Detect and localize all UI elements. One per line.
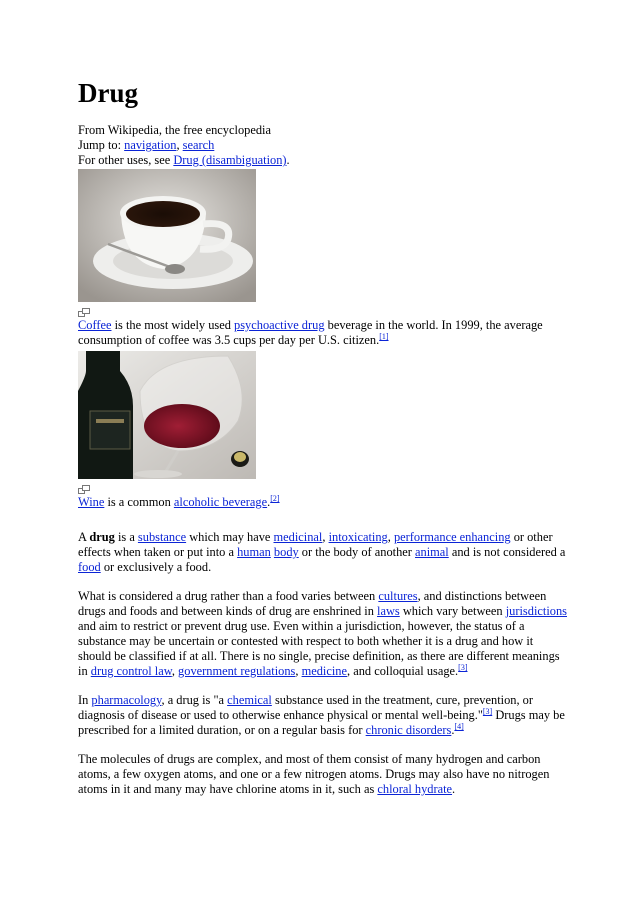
page-title: Drug bbox=[78, 78, 138, 108]
coffee-cup-illustration bbox=[78, 169, 256, 302]
coffee-caption bbox=[78, 318, 568, 348]
caption-text: beverage in the world. In 1999, the average consumption of coffee was 3.5 cups per day per U.S. citizen. bbox=[78, 318, 543, 347]
wine-caption bbox=[78, 495, 568, 510]
ref-3-link[interactable]: [3] bbox=[458, 663, 468, 672]
coffee-link[interactable]: Coffee bbox=[78, 318, 112, 332]
text: or exclusively a food. bbox=[100, 560, 212, 574]
chloral-hydrate-link[interactable]: chloral hydrate bbox=[377, 782, 453, 796]
text: and is not considered a bbox=[448, 545, 566, 559]
text: In bbox=[78, 693, 92, 707]
jump-to-line bbox=[78, 138, 568, 153]
text: or other effects when taken or put into a bbox=[78, 530, 553, 559]
cultures-link[interactable]: cultures bbox=[378, 589, 418, 603]
text: or the body of another bbox=[298, 545, 416, 559]
substance-link[interactable]: substance bbox=[137, 530, 187, 544]
animal-link[interactable]: animal bbox=[415, 545, 449, 559]
ref-1-link[interactable]: [1] bbox=[379, 332, 389, 341]
text: . bbox=[452, 782, 456, 796]
jurisdictions-link[interactable]: jurisdictions bbox=[505, 604, 567, 618]
enlarge-icon[interactable] bbox=[78, 485, 90, 494]
intoxicating-link[interactable]: intoxicating bbox=[328, 530, 388, 544]
wine-glass-illustration bbox=[78, 351, 256, 479]
text: which vary between bbox=[399, 604, 506, 618]
performance-enhancing-link[interactable]: performance enhancing bbox=[393, 530, 511, 544]
psychoactive-drug-link[interactable]: psychoactive drug bbox=[234, 318, 325, 332]
jump-sep: , bbox=[176, 138, 183, 152]
text: , bbox=[322, 530, 329, 544]
disambiguation-link[interactable]: Drug (disambiguation) bbox=[173, 153, 287, 167]
food-link[interactable]: food bbox=[78, 560, 101, 574]
caption-text: . bbox=[267, 495, 271, 509]
other-uses-suffix: . bbox=[286, 153, 290, 167]
laws-link[interactable]: laws bbox=[377, 604, 400, 618]
text: What is considered a drug rather than a food varies between bbox=[78, 589, 379, 603]
text: Drugs may be prescribed for a limited duration, or on a regular basis for bbox=[78, 708, 565, 737]
intro-paragraph bbox=[78, 530, 568, 575]
chronic-disorders-link[interactable]: chronic disorders bbox=[365, 723, 452, 737]
ref-3-link[interactable]: [3] bbox=[482, 707, 493, 716]
text: , and distinctions between drugs and foods and between kinds of drug are enshrined in bbox=[78, 589, 547, 618]
wine-glass-photo[interactable] bbox=[78, 351, 256, 479]
medicinal-link[interactable]: medicinal bbox=[273, 530, 323, 544]
other-uses-prefix: For other uses, see bbox=[78, 153, 174, 167]
human-link[interactable]: human bbox=[237, 545, 271, 559]
government-regulations-link[interactable]: government regulations bbox=[178, 664, 296, 678]
caption-text: is the most widely used bbox=[111, 318, 235, 332]
coffee-cup-photo[interactable] bbox=[78, 169, 256, 302]
ref-2-link[interactable]: [2] bbox=[270, 494, 280, 503]
definition-paragraph bbox=[78, 589, 568, 679]
ref-4-link[interactable]: [4] bbox=[454, 722, 464, 731]
alcoholic-beverage-link[interactable]: alcoholic beverage bbox=[173, 495, 268, 509]
wine-link[interactable]: Wine bbox=[78, 495, 105, 509]
text: The molecules of drugs are complex, and most of them consist of many hydrogen and carbon atoms, a few oxygen atoms, and one or a few nitrogen atoms. Drugs may also have no nitrogen atoms in it and many may have chlorine atoms in it, such as bbox=[78, 752, 550, 796]
navigation-link[interactable]: navigation bbox=[124, 138, 177, 152]
text: , and colloquial usage. bbox=[347, 664, 459, 678]
molecules-paragraph bbox=[78, 752, 568, 797]
text: , bbox=[387, 530, 394, 544]
text: A bbox=[78, 530, 90, 544]
article bbox=[78, 78, 568, 797]
medicine-link[interactable]: medicine bbox=[301, 664, 348, 678]
drug-control-law-link[interactable]: drug control law bbox=[90, 664, 172, 678]
text: . bbox=[451, 723, 455, 737]
text: is a bbox=[114, 530, 138, 544]
pharmacology-link[interactable]: pharmacology bbox=[91, 693, 162, 707]
text: , a drug is "a bbox=[161, 693, 228, 707]
text: , bbox=[295, 664, 302, 678]
body-link[interactable]: body bbox=[273, 545, 299, 559]
pharmacology-paragraph bbox=[78, 693, 568, 738]
bold-term: drug bbox=[89, 530, 115, 544]
from-line: From Wikipedia, the free encyclopedia bbox=[78, 123, 271, 137]
text: substance used in the treatment, cure, prevention, or diagnosis of disease or used to otherwise enhance physical or mental well-being." bbox=[78, 693, 533, 722]
other-uses-line bbox=[78, 153, 568, 168]
enlarge-icon[interactable] bbox=[78, 308, 90, 317]
chemical-link[interactable]: chemical bbox=[227, 693, 272, 707]
text: , bbox=[171, 664, 179, 678]
text: which may have bbox=[186, 530, 274, 544]
text: and aim to restrict or prevent drug use. Even within a jurisdiction, however, the status of a substance may be uncertain or contested with respect to both whether it is a drug and how it should be classified if at all. There is no single, precise definition, as there are different meanings in bbox=[78, 619, 560, 678]
caption-text: is a common bbox=[104, 495, 174, 509]
search-link[interactable]: search bbox=[182, 138, 215, 152]
jump-prefix: Jump to: bbox=[78, 138, 125, 152]
